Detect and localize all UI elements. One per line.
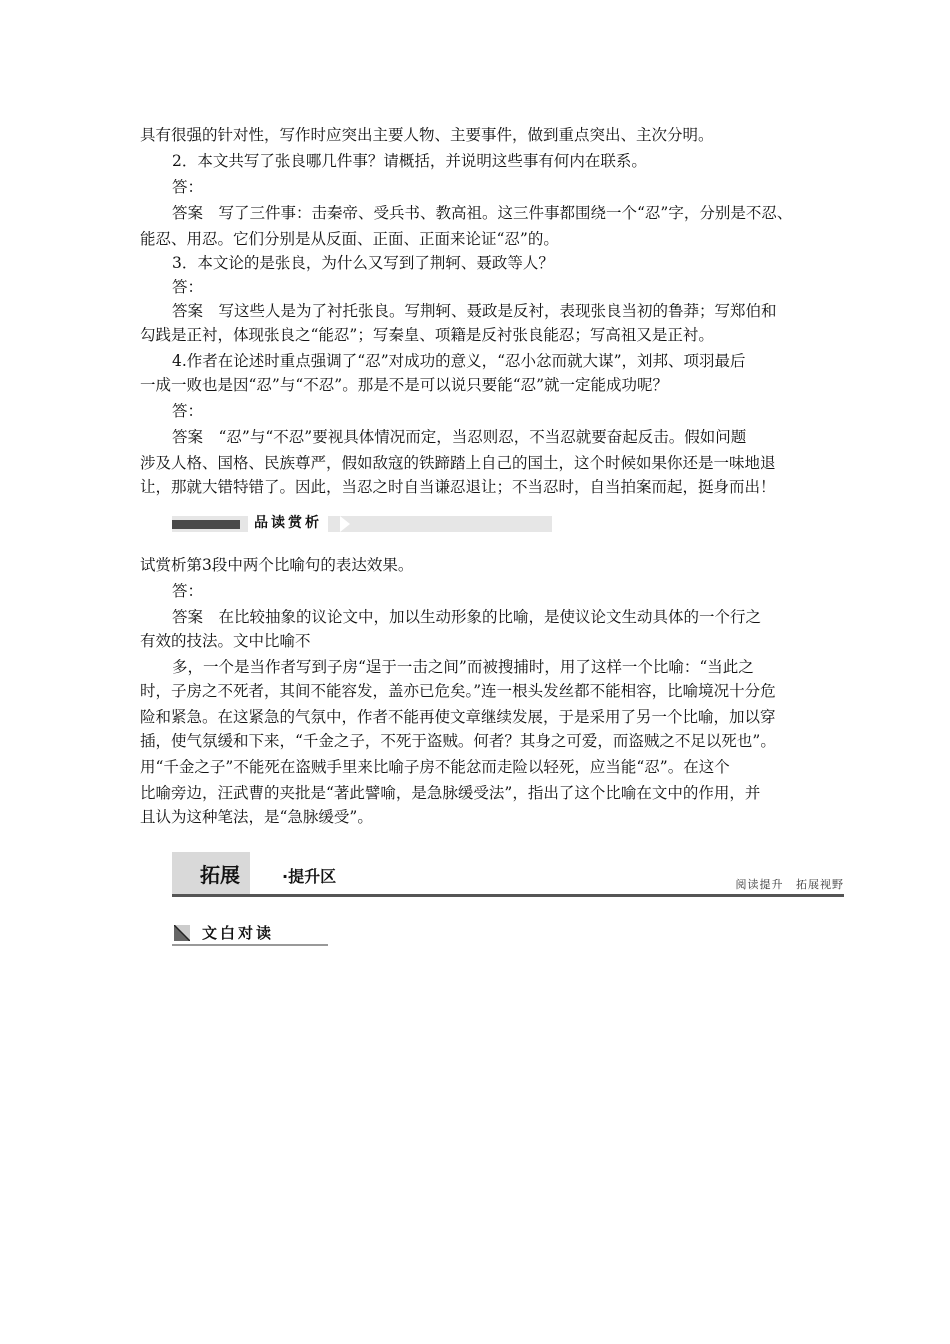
answer-label: 答：	[172, 278, 204, 296]
question-2: 2．本文共写了张良哪几件事？请概括，并说明这些事有何内在联系。	[172, 152, 647, 170]
extension-rule	[172, 894, 844, 897]
answer-label: 答：	[172, 402, 204, 420]
section-arrow	[340, 516, 350, 532]
answer-label: 答：	[172, 582, 204, 600]
answer-3-line: 答案 写这些人是为了衬托张良。写荆轲、聂政是反衬，表现张良当初的鲁莽；写郑伯和	[172, 302, 777, 320]
question-4: 一成一败也是因“忍”与“不忍”。那是不是可以说只要能“忍”就一定能成功呢？	[140, 376, 669, 394]
answer-3-line: 勾践是正衬，体现张良之“能忍”；写秦皇、项籍是反衬张良能忍；写高祖又是正衬。	[140, 326, 714, 344]
answer-4-line: 答案 “忍”与“不忍”要视具体情况而定，当忍则忍，不当忍就要奋起反击。假如问题	[172, 428, 747, 446]
answer-5-line: 且认为这种笔法，是“急脉缓受”。	[140, 808, 373, 826]
extension-tagline: 阅读提升 拓展视野	[735, 878, 844, 891]
answer-5-line: 多，一个是当作者写到子房“逞于一击之间”而被搜捕时，用了这样一个比喻：“当此之	[172, 658, 754, 676]
subsection-underline	[172, 944, 328, 946]
section-bar-block	[172, 520, 240, 529]
extension-header	[172, 852, 844, 898]
answer-4-line: 让，那就大错特错了。因此，当忍之时自当谦忍退让；不当忍时，自当拍案而起，挺身而出！	[140, 478, 776, 496]
subsection-header	[172, 922, 328, 948]
answer-5-line: 比喻旁边，汪武曹的夹批是“著此譬喻，是急脉缓受法”，指出了这个比喻在文中的作用，并	[140, 784, 761, 802]
answer-5-line: 插，使气氛缓和下来，“千金之子，不死于盗贼。何者？其身之可爱，而盗贼之不足以死也”。	[140, 732, 776, 750]
subsection-title: 文白对读	[202, 924, 275, 942]
answer-5-line: 险和紧急。在这紧急的气氛中，作者不能再使文章继续发展，于是采用了另一个比喻，加以穿	[140, 708, 776, 726]
extension-title: 拓展	[200, 863, 240, 887]
answer-5-line: 答案 在比较抽象的议论文中，加以生动形象的比喻，是使议论文生动具体的一个行之	[172, 608, 762, 626]
question-4: 4.作者在论述时重点强调了“忍”对成功的意义，“忍小忿而就大谋”，刘邦、项羽最后	[172, 352, 746, 370]
answer-5-line: 有效的技法。文中比喻不	[140, 632, 311, 650]
corner-icon	[174, 925, 190, 941]
section-title: 品读赏析	[248, 513, 328, 533]
answer-5-line: 用“千金之子”不能死在盗贼手里来比喻子房不能忿而走险以轻死，应当能“忍”。在这个	[140, 758, 730, 776]
answer-2-line: 答案 写了三件事：击秦帝、受兵书、教高祖。这三件事都围绕一个“忍”字，分别是不忍、	[172, 204, 793, 222]
question-3: 3．本文论的是张良，为什么又写到了荆轲、聂政等人？	[172, 254, 554, 272]
text-line: 具有很强的针对性，写作时应突出主要人物、主要事件，做到重点突出、主次分明。	[140, 126, 714, 144]
answer-label: 答：	[172, 178, 204, 196]
extension-subtitle: ·提升区	[282, 867, 337, 886]
section-header-bar	[172, 516, 552, 532]
answer-5-line: 时，子房之不死者，其间不能容发，盖亦已危矣。”连一根头发丝都不能相容，比喻境况十分危	[140, 682, 776, 700]
question-5: 试赏析第3段中两个比喻句的表达效果。	[140, 556, 414, 574]
answer-2-line: 能忍、用忍。它们分别是从反面、正面、正面来论证“忍”的。	[140, 230, 559, 248]
answer-4-line: 涉及人格、国格、民族尊严，假如敌寇的铁蹄踏上自己的国土，这个时候如果你还是一味地退	[140, 454, 776, 472]
